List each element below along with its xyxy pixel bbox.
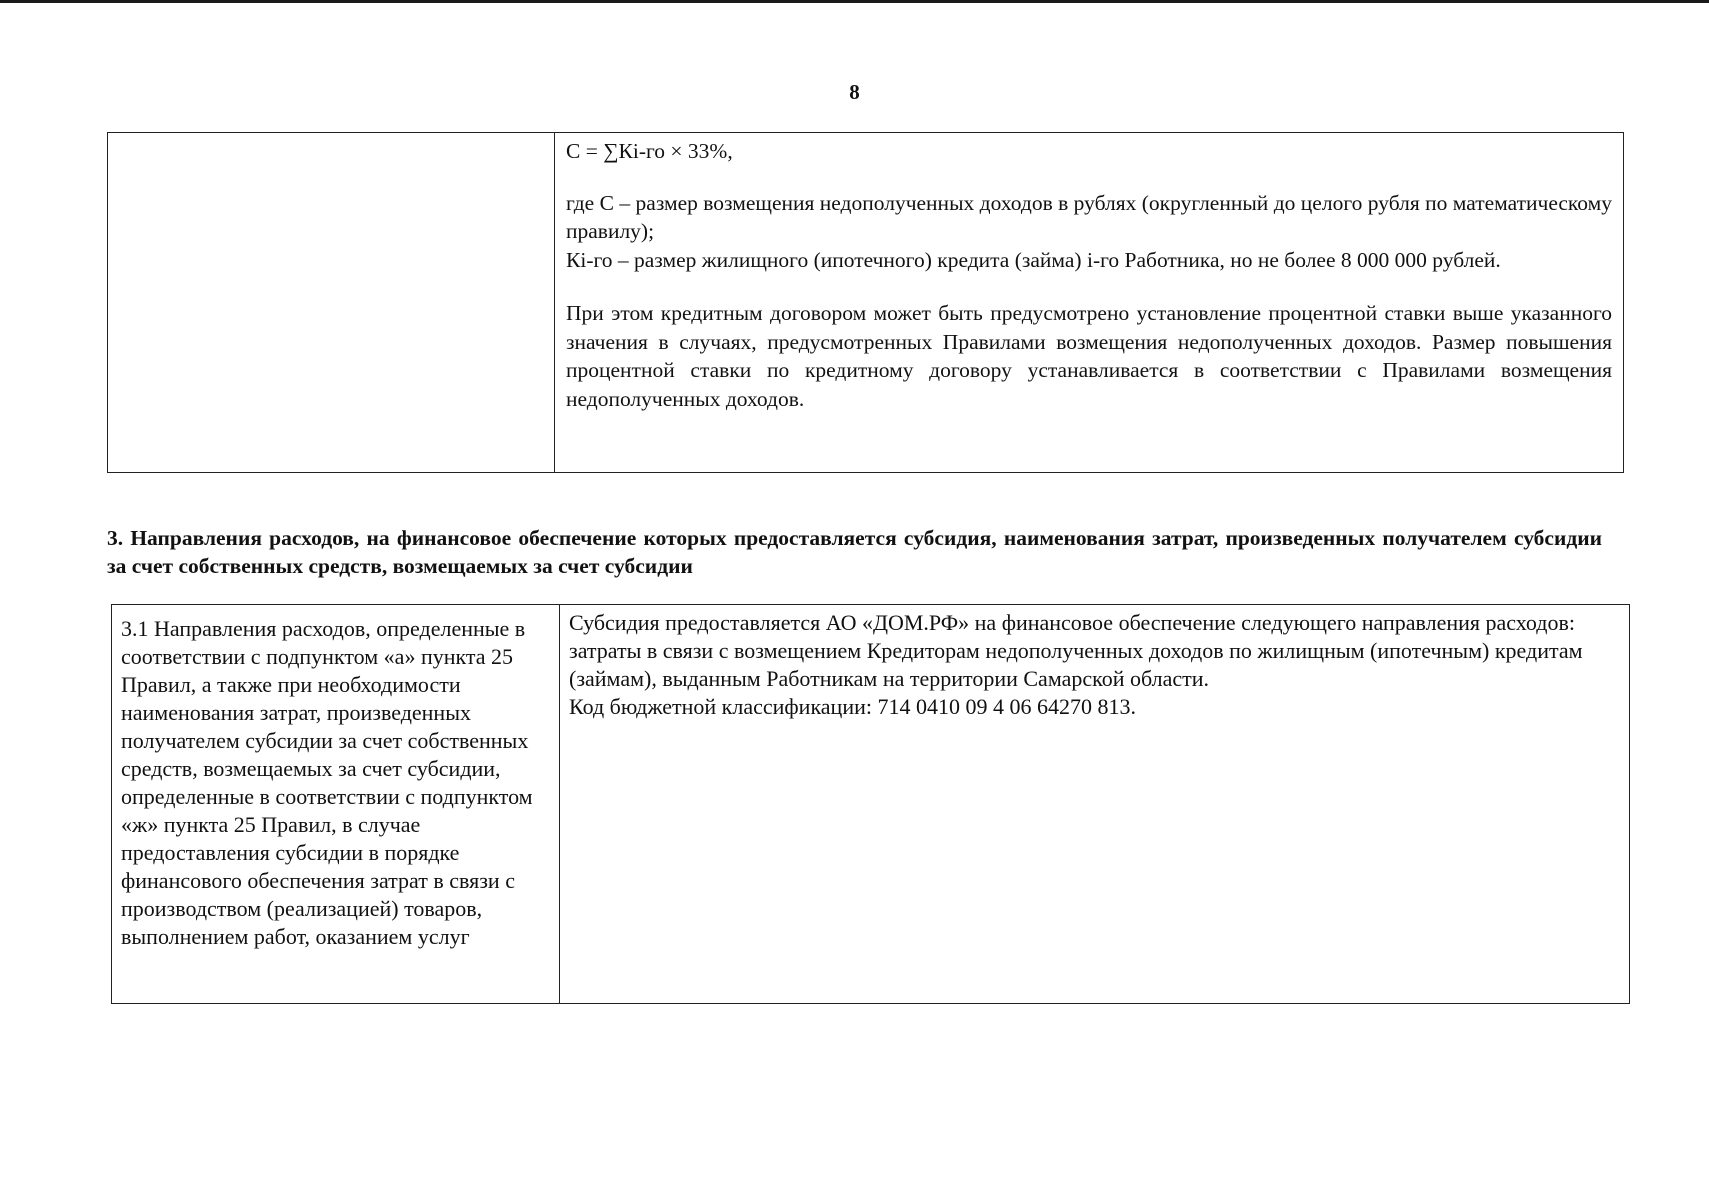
formula-text: С = ∑Кi-го × 33%, bbox=[566, 139, 733, 163]
formula-table-right-cell bbox=[555, 133, 1623, 472]
formula-definition-k: Кi-го – размер жилищного (ипотечного) кредита (займа) i-го Работника, но не более 8 000 000 рублей. bbox=[566, 247, 1501, 272]
scan-edge bbox=[0, 0, 1709, 3]
expenses-direction-label: 3.1 Направления расходов, определенные в соответствии с подпунктом «а» пункта 25 Правил, а также при необходимости наименования затрат, произведенных получателем субсидии за счет собственных средств, возмещаемых за счет субсидии, определенные в соответствии с подпунктом «ж» пункта 25 Правил, в случае предоставления субсидии в порядке финансового обеспечения затрат в связи с производством (реализацией) товаров, выполнением работ, оказанием услуг bbox=[121, 616, 533, 949]
section-3-title: 3. Направления расходов, на финансовое обеспечение которых предоставляется субсидия, наименования затрат, произведенных получателем субсидии за счет собственных средств, возмещаемых за счет субсидии bbox=[107, 526, 1602, 578]
formula-table bbox=[107, 132, 1624, 473]
formula-note: При этом кредитным договором может быть предусмотрено установление процентной ставки выше указанного значения в случаях, предусмотренных Правилами возмещения недополученных доходов. Размер повышения процентной ставки по кредитному договору устанавливается в соответствии с Правилами возмещения недополученных доходов. bbox=[566, 301, 1612, 411]
page-number: 8 bbox=[849, 80, 860, 104]
expenses-budget-code: Код бюджетной классификации: 714 0410 09 4 06 64270 813. bbox=[569, 694, 1136, 719]
formula-table-left-cell bbox=[108, 133, 555, 472]
expenses-subsidy-text: Субсидия предоставляется АО «ДОМ.РФ» на финансовое обеспечение следующего направления расходов: bbox=[569, 610, 1575, 635]
formula-definition-c: где С – размер возмещения недополученных доходов в рублях (округленный до целого рубля по математическому правилу); bbox=[566, 190, 1612, 243]
expenses-table-right-cell bbox=[560, 605, 1629, 1003]
expenses-table-left-cell bbox=[112, 605, 560, 1003]
expenses-costs-text: затраты в связи с возмещением Кредиторам недополученных доходов по жилищным (ипотечным) кредитам (займам), выданным Работникам на территории Самарской области. bbox=[569, 638, 1583, 691]
expenses-table bbox=[111, 604, 1630, 1004]
